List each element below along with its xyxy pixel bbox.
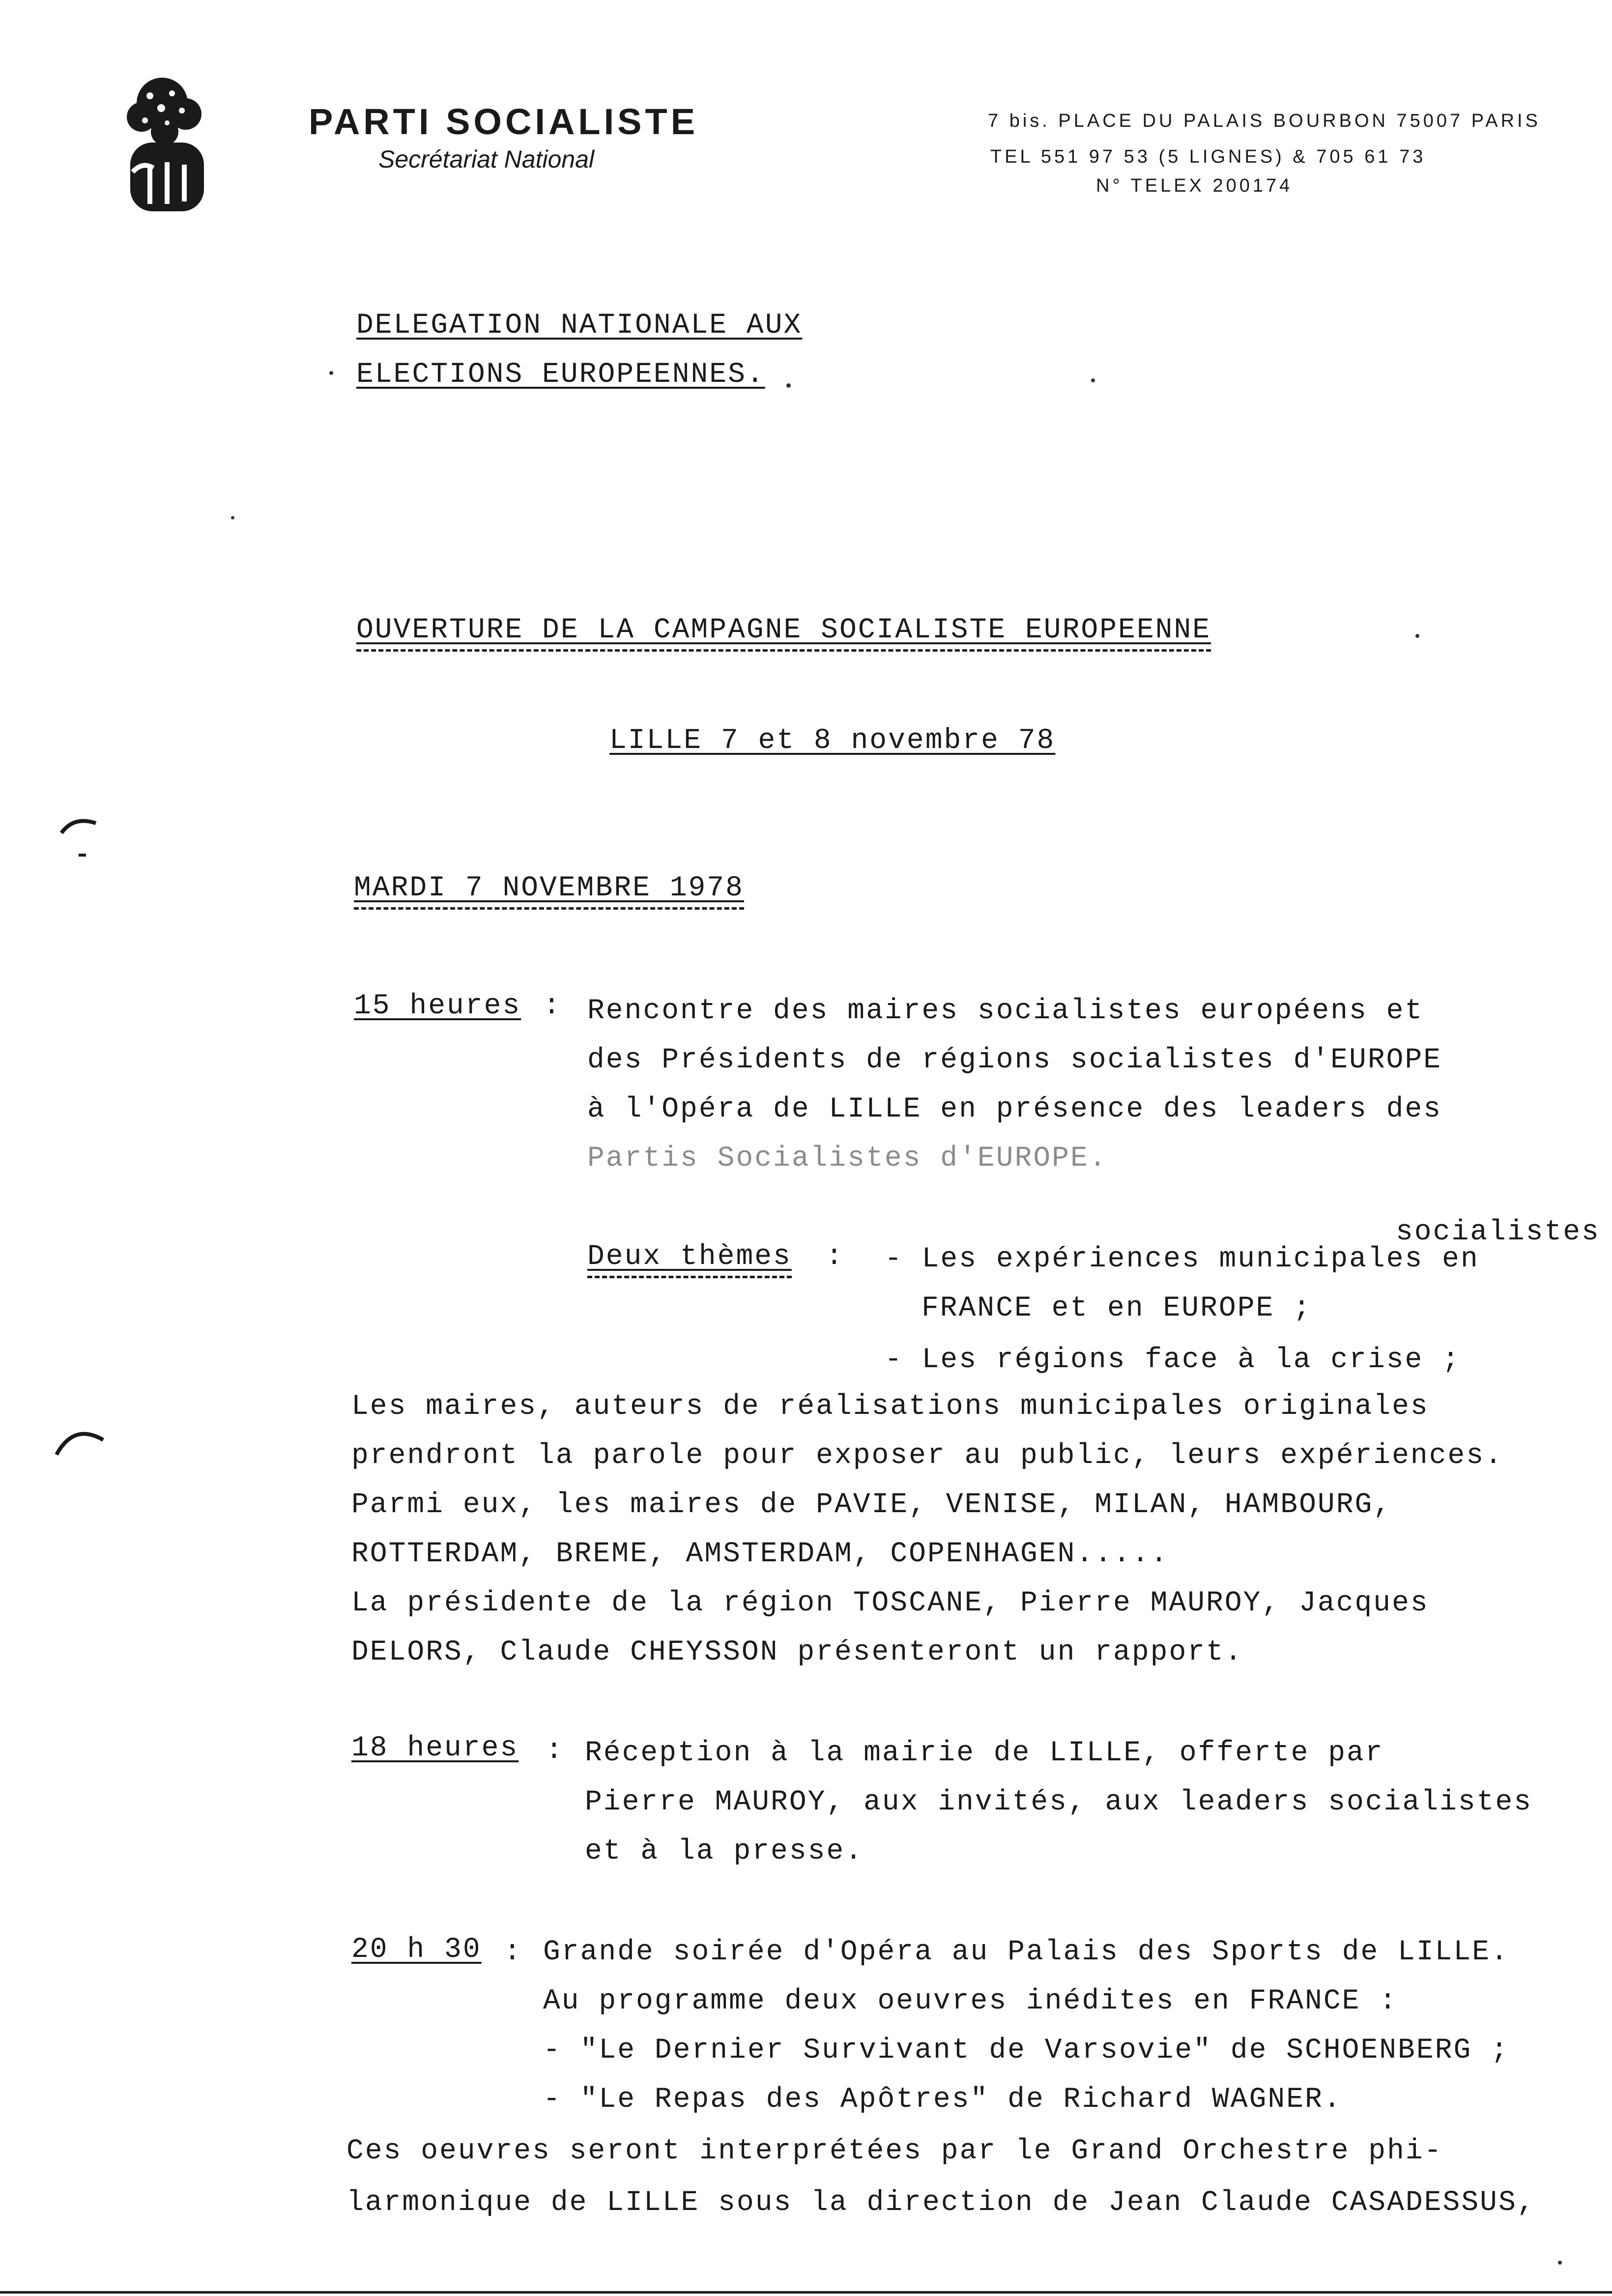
event-line: Réception à la mairie de LILLE, offerte par <box>585 1737 1384 1769</box>
event-line: et à la presse. <box>585 1836 864 1867</box>
org-subtitle: Secrétariat National <box>378 145 595 173</box>
paragraph-line: prendront la parole pour exposer au public, leurs expériences. <box>351 1440 1503 1472</box>
address: 7 bis. PLACE DU PALAIS BOURBON 75007 PARIS <box>988 111 1541 131</box>
paragraph-line: Parmi eux, les maires de PAVIE, VENISE, MILAN, HAMBOURG, <box>351 1489 1392 1521</box>
event-line: Pierre MAUROY, aux invités, aux leaders socialistes <box>585 1786 1533 1818</box>
event-time-15h: 15 heures <box>354 990 521 1022</box>
theme-line: - Les expériences municipales en <box>885 1243 1479 1275</box>
paragraph-line: Les maires, auteurs de réalisations municipales originales <box>351 1391 1429 1423</box>
org-name: PARTI SOCIALISTE <box>309 101 699 142</box>
scan-speck <box>329 371 333 375</box>
day-heading: MARDI 7 NOVEMBRE 1978 <box>354 872 744 910</box>
paragraph-line: Ces oeuvres seront interprétées par le Grand Orchestre phi- <box>346 2135 1443 2167</box>
event-line: - "Le Dernier Survivant de Varsovie" de SCHOENBERG ; <box>543 2035 1509 2066</box>
theme-line: - Les régions face à la crise ; <box>885 1344 1461 1376</box>
document-subtitle: LILLE 7 et 8 novembre 78 <box>609 725 1056 757</box>
scan-speck <box>1558 2261 1562 2265</box>
paragraph-line: larmonique de LILLE sous la direction de Jean Claude CASADESSUS, <box>346 2187 1536 2219</box>
telex: N° TELEX 200174 <box>1096 175 1293 196</box>
event-line: Rencontre des maires socialistes européens et <box>587 995 1424 1027</box>
event-line: des Présidents de régions socialistes d'EUROPE <box>587 1044 1442 1076</box>
paragraph-line: La présidente de la région TOSCANE, Pierre MAUROY, Jacques <box>351 1587 1429 1619</box>
scan-speck <box>231 516 234 519</box>
paragraph-line: DELORS, Claude CHEYSSON présenteront un rapport. <box>351 1636 1243 1668</box>
punch-hole-mark <box>49 1420 108 1464</box>
paragraph-line: ROTTERDAM, BREME, AMSTERDAM, COPENHAGEN..... <box>351 1538 1169 1570</box>
scan-speck <box>1091 378 1095 382</box>
event-line: Partis Socialistes d'EUROPE. <box>587 1143 1108 1175</box>
colon: : <box>546 1735 564 1767</box>
page-edge <box>0 2291 1612 2294</box>
scan-speck <box>786 383 791 388</box>
handwritten-insert: socialistes <box>1396 1216 1600 1248</box>
delegation-line-1: DELEGATION NATIONALE AUX <box>356 310 803 342</box>
event-line: à l'Opéra de LILLE en présence des leaders des <box>587 1093 1442 1125</box>
event-line: Grande soirée d'Opéra au Palais des Sports de LILLE. <box>543 1936 1509 1968</box>
document-title: OUVERTURE DE LA CAMPAGNE SOCIALISTE EUROPEENNE <box>356 614 1211 652</box>
punch-hole-mark <box>54 806 108 870</box>
event-line: - "Le Repas des Apôtres" de Richard WAGNER. <box>543 2084 1342 2116</box>
event-line: Au programme deux oeuvres inédites en FRANCE : <box>543 1985 1398 2017</box>
theme-line: FRANCE et en EUROPE ; <box>921 1292 1312 1324</box>
themes-label: Deux thèmes <box>587 1241 792 1278</box>
scan-speck <box>1415 634 1419 638</box>
colon: : <box>826 1241 844 1273</box>
event-time-18h: 18 heures <box>351 1732 519 1764</box>
delegation-line-2: ELECTIONS EUROPEENNES. <box>356 359 765 391</box>
event-time-20h30: 20 h 30 <box>351 1934 482 1966</box>
phone: TEL 551 97 53 (5 LIGNES) & 705 61 73 <box>990 146 1426 167</box>
colon: : <box>543 990 562 1022</box>
fist-rose-logo <box>103 74 226 226</box>
colon: : <box>504 1936 522 1968</box>
